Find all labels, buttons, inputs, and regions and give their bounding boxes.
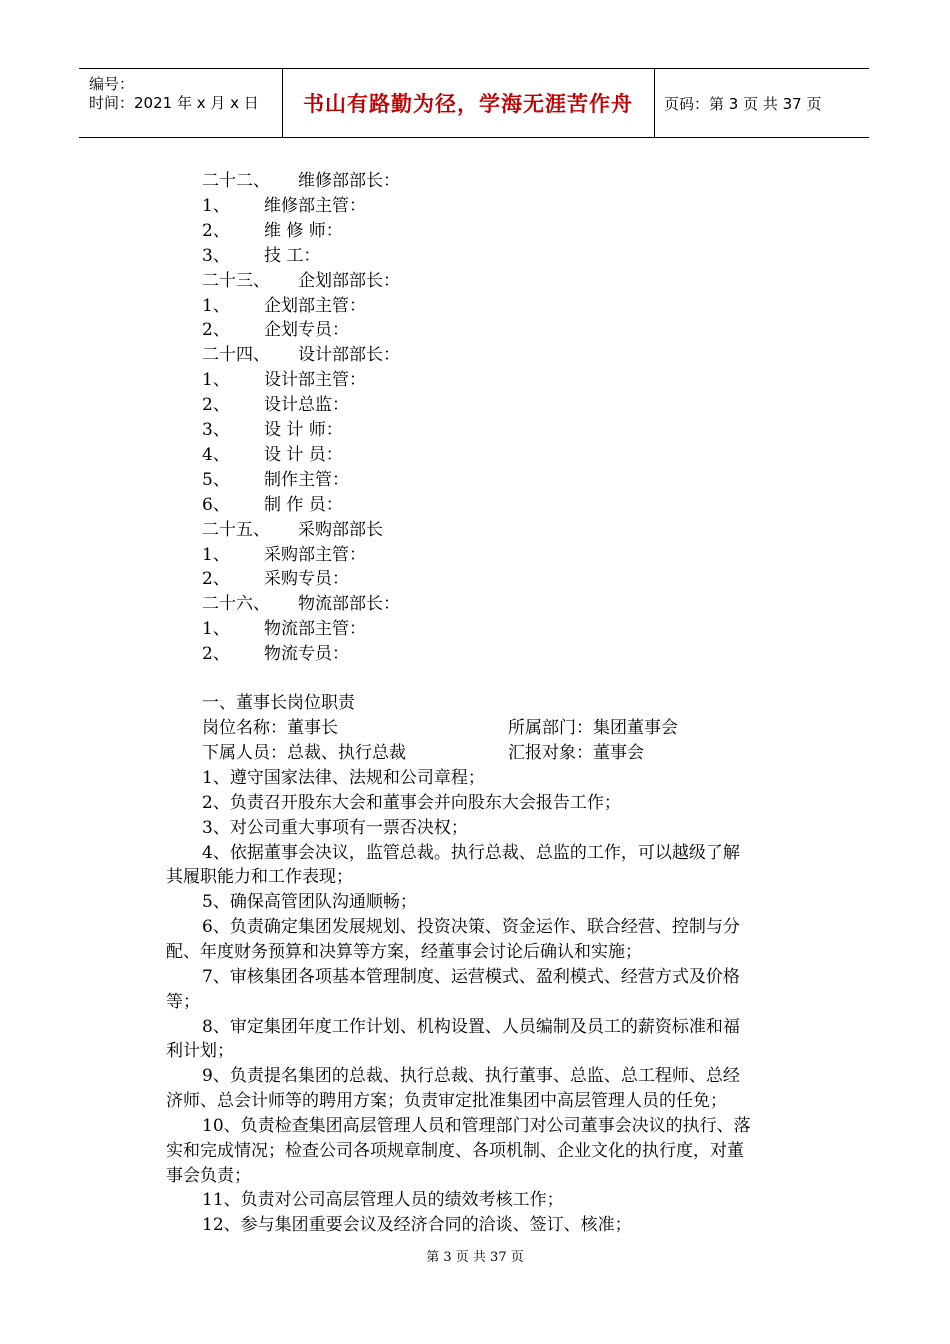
item-number: 二十六、 (202, 594, 270, 615)
item-text: 维 修 师： (264, 220, 343, 241)
duty-item-continuation: 等； (166, 991, 200, 1012)
list-item (202, 443, 343, 467)
time-label: 时间：2021 年 x 月 x 日 (89, 94, 259, 112)
duty-item-continuation: 配、年度财务预算和决算等方案，经董事会讨论后确认和实施； (166, 941, 642, 962)
list-item (202, 194, 366, 218)
item-text: 制 作 员： (264, 494, 343, 515)
item-text: 维修部部长： (298, 171, 400, 191)
duty-item: 9、负责提名集团的总裁、执行总裁、执行董事、总监、总工程师、总经 (202, 1066, 740, 1087)
item-number: 2、 (202, 320, 230, 341)
duty-item: 7、审核集团各项基本管理制度、运营模式、盈利模式、经营方式及价格 (202, 966, 740, 987)
list-item (202, 642, 349, 666)
list-item (202, 493, 343, 517)
item-text: 物流专员： (264, 644, 349, 665)
header-meta (79, 69, 283, 137)
item-number: 1、 (202, 295, 230, 316)
item-number: 二十三、 (202, 270, 270, 291)
item-number: 1、 (202, 544, 230, 565)
duty-item-continuation: 实和完成情况；检查公司各项规章制度、各项机制、企业文化的执行度，对董 (166, 1140, 744, 1161)
item-number: 5、 (202, 469, 230, 490)
item-text: 设 计 师： (264, 420, 343, 440)
item-text: 物流部主管： (264, 619, 366, 640)
list-item (202, 318, 349, 342)
duty-item: 10、负责检查集团高层管理人员和管理部门对公司董事会决议的执行、落 (202, 1115, 751, 1136)
department: 所属部门：集团董事会 (508, 718, 678, 738)
item-number: 1、 (202, 195, 230, 216)
item-number: 3、 (202, 420, 230, 440)
list-item (202, 418, 343, 442)
section-heading (202, 343, 400, 367)
page-footer: 第 3 页 共 37 页 (426, 1250, 524, 1265)
section-heading (202, 269, 400, 293)
section-heading (202, 518, 383, 542)
item-number: 二十二、 (202, 171, 270, 191)
list-item (202, 617, 366, 641)
section-heading (202, 592, 400, 616)
item-text: 设计总监： (264, 395, 349, 416)
item-number: 6、 (202, 494, 230, 515)
list-item (202, 368, 366, 392)
duty-item: 2、负责召开股东大会和董事会并向股东大会报告工作； (202, 792, 621, 813)
list-item (202, 567, 349, 591)
item-text: 采购专员： (264, 569, 349, 590)
list-item (202, 219, 343, 243)
item-text: 企划部主管： (264, 295, 366, 316)
duty-item-continuation: 利计划； (166, 1041, 234, 1062)
item-text: 采购部部长 (298, 519, 383, 540)
duty-item: 11、负责对公司高层管理人员的绩效考核工作； (202, 1190, 564, 1211)
item-text: 维修部主管： (264, 195, 366, 216)
duty-item: 6、负责确定集团发展规划、投资决策、资金运作、联合经营、控制与分 (202, 917, 740, 938)
page-number-label: 页码：第 3 页 共 37 页 (664, 94, 822, 113)
report-to: 汇报对象：董事会 (508, 743, 644, 763)
item-number: 2、 (202, 644, 230, 665)
item-text: 技 工： (264, 245, 321, 266)
duty-item: 4、依据董事会决议，监管总裁。执行总裁、总监的工作，可以越级了解 (202, 842, 740, 863)
item-number: 1、 (202, 619, 230, 640)
header-motto: 书山有路勤为径，学海无涯苦作舟 (303, 92, 633, 116)
item-text: 设 计 员： (264, 444, 343, 465)
item-text: 制作主管： (264, 469, 349, 490)
section-heading (202, 169, 400, 193)
duty-title: 一、董事长岗位职责 (202, 693, 355, 713)
item-number: 2、 (202, 220, 230, 241)
code-label: 编号： (89, 75, 135, 93)
item-number: 2、 (202, 395, 230, 416)
page-header (79, 68, 869, 138)
duty-item: 3、对公司重大事项有一票否决权； (202, 817, 468, 838)
list-item (202, 393, 349, 417)
duty-item-continuation: 其履职能力和工作表现； (166, 867, 353, 888)
item-text: 设计部部长： (298, 345, 400, 366)
item-text: 采购部主管： (264, 544, 366, 565)
duty-item: 5、确保高管团队沟通顺畅； (202, 892, 417, 913)
item-text: 设计部主管： (264, 370, 366, 391)
item-text: 物流部部长： (298, 594, 400, 615)
duty-item: 8、审定集团年度工作计划、机构设置、人员编制及员工的薪资标准和福 (202, 1016, 740, 1037)
item-number: 1、 (202, 370, 230, 391)
list-item (202, 468, 349, 492)
duty-item: 1、遵守国家法律、法规和公司章程； (202, 768, 485, 788)
item-number: 2、 (202, 569, 230, 590)
list-item (202, 543, 366, 567)
item-number: 二十五、 (202, 519, 270, 540)
list-item (202, 244, 320, 268)
duty-item-continuation: 事会负责； (166, 1165, 251, 1186)
item-number: 3、 (202, 245, 230, 266)
duty-item-continuation: 济师、总会计师等的聘用方案；负责审定批准集团中高层管理人员的任免； (166, 1091, 727, 1112)
item-text: 企划专员： (264, 320, 349, 341)
subordinates: 下属人员：总裁、执行总裁 (202, 743, 406, 763)
duty-item: 12、参与集团重要会议及经济合同的洽谈、签订、核准； (202, 1215, 632, 1236)
list-item (202, 294, 366, 318)
item-number: 二十四、 (202, 345, 270, 366)
header-motto-cell (282, 69, 655, 137)
item-number: 4、 (202, 444, 230, 465)
post-name: 岗位名称：董事长 (202, 718, 338, 738)
item-text: 企划部部长： (298, 270, 400, 291)
